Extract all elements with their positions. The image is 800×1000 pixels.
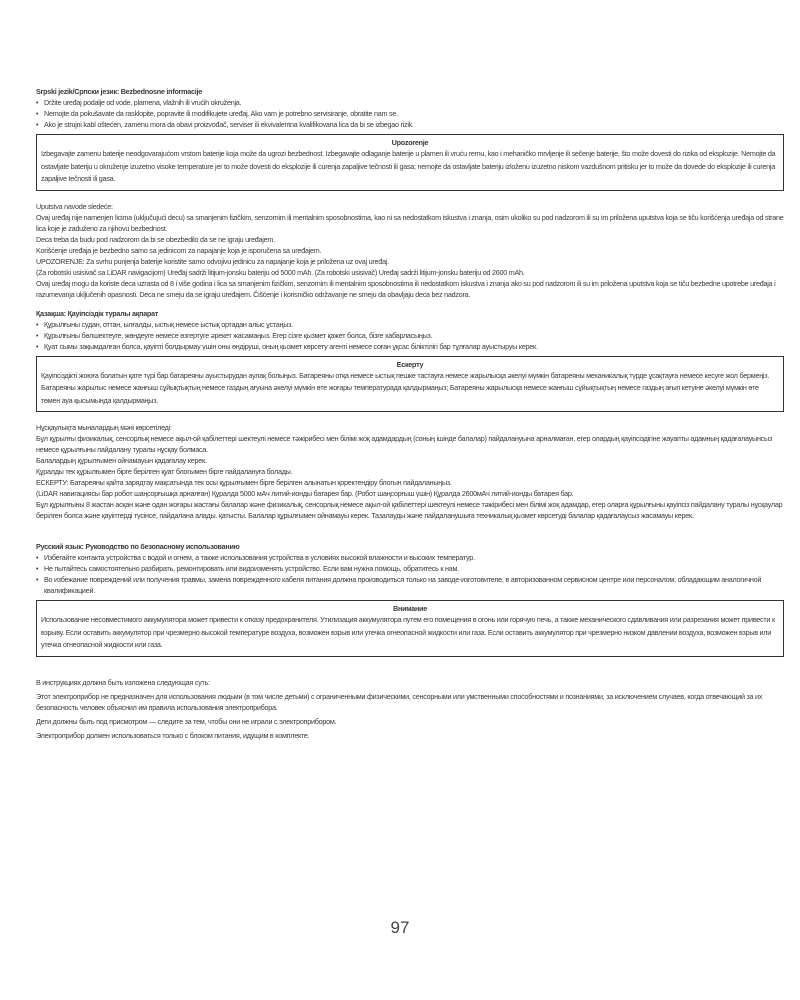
warning-title: Внимание — [393, 604, 427, 613]
instruction-paragraph: Электроприбор должен использоваться только с блоком питания, идущим в комплекте. — [36, 730, 310, 740]
section-kazakh — [36, 308, 784, 522]
instruction-paragraph: Ovaj uređaj nije namenjen licima (uključujući decu) sa smanjenim fizičkim, senzornim ili mentalnim sposobnostima, kao ni sa nedostatkom iskustva i znanja, osim ukoliko su pod nadzorom ili su im priložena uputstva koja se tiču korišćenja uređaja od strane lica koje je zaduženo za njihovu bezbednost. — [36, 212, 784, 233]
bullet-item: • Қуат сымы зақымдалған болса, қауіпті болдырмау үшін оны өндіруші, оның қызмет көрсету агенті немесе соған ұқсас біліктілігі бар тұлғалар ауыстыруы керек. — [36, 341, 784, 352]
section-russian — [36, 541, 784, 741]
instructions-russian — [36, 677, 784, 741]
instruction-paragraph: Этот электроприбор не предназначен для использования людьми (в том числе детьми) с ограниченными физическими, сенсорными или умственными способностями и познаниями, за исключением случаев, когда отвечающий за их безопасность человек объяснил им правила использования электроприбора. — [36, 691, 763, 712]
section-heading-russian: Русский язык: Руководство по безопасному использованию — [36, 542, 240, 551]
bullet-item: • Во избежание повреждений или получения травмы, замена поврежденного кабеля питания должна производиться только на заводе-изготовителе, в авторизованном сервисном центре или персоналом, обладающим аналогичной квалификацией. — [36, 574, 784, 596]
instruction-paragraph: Uputstva navode sledeće: — [36, 201, 113, 211]
instruction-paragraph: UPOZORENJE: Za svrhu punjenja baterije koristite samo odvojivu jedinicu za napajanje koja je priložena uz ovaj uređaj. — [36, 256, 389, 266]
instruction-paragraph: Ovaj uređaj mogu da koriste deca uzrasta od 8 i više godina i lica sa smanjenim fizičkim, senzornim ili mentalnim sposobnostima ili nedostatkom iskustva i znanja ako su pod nadzorom ili su im priložena uputstva koja se tiču bezbedne upotrebe uređaja i razumevanja uključenih opasnosti. Deca ne smeju da se igraju uređajem. Čišćenje i korisničko održavanje ne smeju da obavljaju deca bez nadzora. — [36, 278, 776, 299]
warning-box-serbian — [36, 134, 784, 191]
instructions-kazakh — [36, 422, 784, 521]
warning-title: Upozorenje — [391, 138, 429, 147]
bullet-item: • Držite uređaj podalje od vode, plamena, vlažnih ili vrućih okruženja. — [36, 97, 784, 108]
bullet-item: • Не пытайтесь самостоятельно разбирать, ремонтировать или видоизменять устройство. Если вам нужна помощь, обратитесь к нам. — [36, 563, 784, 574]
bullet-list-russian — [36, 552, 784, 596]
instruction-paragraph: (LiDAR навигациясы бар робот шаңсорғышқа арналған) Құралда 5000 мАч литий-ионды батарея бар. (Робот шаңсорғыш үшін) Құралда 2600мАч литий-ионды батарея бар. — [36, 489, 574, 498]
warning-text: Izbegavajte zamenu baterije neodgovarajućom vrstom baterije koja može da ugrozi bezbednost. Izbegavajte odlaganje baterije u plamen ili vruću rernu, kao i mehaničko mrvljenje ili sečenje baterije, što može dovesti do rizika od eksplozije. Nemojte da ostavljate bateriju u okruženje izuzetno visoke temperature jer to može dovesti do eksplozije ili curenja zapaljive tečnosti ili gasa; nemojte da ostavljate bateriju izloženu izuzetno niskom vazdušnom pritisku jer to može da dovede do eksplozije ili curenja zapaljive tečnosti ili gasa. — [41, 149, 776, 183]
section-heading-serbian: Srpski jezik/Српски језик: Bezbednosne informacije — [36, 87, 203, 96]
section-serbian — [36, 86, 784, 300]
warning-title: Ескерту — [396, 359, 424, 369]
instruction-paragraph: Deca treba da budu pod nadzorom da bi se obezbedilo da se ne igraju uređajem. — [36, 234, 275, 244]
instruction-paragraph: Korišćenje uređaja je bezbedno samo sa jedinicom za napajanje koja je isporučena sa uređajem. — [36, 245, 322, 255]
bullet-list-kazakh — [36, 319, 784, 352]
instruction-paragraph: Бұл құрылғыны 8 жастан асқан және одан жоғары жастағы балалар және физикалық, сенсорлық немесе ақыл-ой қабілеттері шектеулі немесе тәжірибесі мен білімі жоқ адамдар, егер оларға құрылғыны қауіпсіз пайдалану туралы нұсқаулар берілген болса және қауіптерді түсінсе, пайдалана алады. қатысты. Балалар құрылғымен ойнамауы керек. Тазалауды және пайдаланушыға техникалық қызмет көрсетуді балалар қадағалаусыз жасамауы керек. — [36, 500, 783, 520]
instructions-serbian — [36, 201, 784, 300]
instruction-paragraph: Құралды тек құрылғымен бірге берілген қуат блогымен бірге пайдалануға болады. — [36, 467, 293, 476]
warning-text: Использование несовместимого аккумулятора может привести к отказу предохранителя. Утилизация аккумулятора путем его помещения в огонь или горячую печь, а также механического сдавливания или разрезания может привести к взрыву. Если оставить аккумулятор при чрезмерно высокой температуре воздуха, возможен взрыв или утечка огнеопасной жидкости или газа. Если оставить аккумулятор при чрезмерно низком давлении воздуха, возможен взрыв или утечка огнеопасной жидкости или газа. — [41, 615, 775, 649]
page-number: 97 — [390, 918, 410, 937]
instruction-paragraph: Бұл құрылғы физикалық, сенсорлық немесе ақыл-ой қабілеттері шектеулі немесе тәжірибесі мен білімі жоқ адамдардың (соның ішінде балалар) пайдалануына арналмаған, егер олардың қауіпсіздігіне жауапты адамның қадағалауынсыз немесе құрылғыны пайдалану туралы нұсқау болмаса. — [36, 434, 772, 454]
section-heading-kazakh: Қазақша: Қауіпсіздік туралы ақпарат — [36, 308, 159, 318]
instruction-paragraph: Нұсқаулықта мыналардың мәні көрсетіледі: — [36, 423, 172, 432]
warning-text: Қауіпсіздікті жоюға болатын қате түрі бар батареяны ауыстырудан аулақ болыңыз. Батареяны отқа немесе ыстық пешке тастауға немесе жарылысқа әкелуі мүмкін батареяны механикалық түрде ұсақтауға немесе кесуге жол бермеңіз. Батареяны жарылыс немесе жанғыш сұйықтықтың немесе газдың ағуына әкелуі мүмкін өте жоғары температурада қалдырмаңыз; Батареяны жарылысқа немесе жанғыш сұйықтықтың немесе газдың ағып кетуіне әкелуі мүмкін өте төмен ауа қысымында қалдырмаңыз. — [41, 370, 770, 405]
bullet-item: • Избегайте контакта устройства с водой и огнем, а также использования устройства в условиях высокой влажности и высоких температур. — [36, 552, 784, 563]
instruction-paragraph: ЕСКЕРТУ: Батареяны қайта зарядтау мақсатында тек осы құрылғымен бірге берілген алынатын қоректендіру блогын пайдаланыңыз. — [36, 478, 452, 487]
instruction-paragraph: Балалардың құрылғымен ойнамауын қадағалау керек. — [36, 456, 207, 465]
bullet-item: • Ako je strujni kabl oštećen, zamenu mora da obavi proizvođač, serviser ili ekvivalentna kvalifikovana lica da bi se izbegao rizik. — [36, 119, 784, 130]
bullet-item: • Құрылғыны судан, оттан, ылғалды, ыстық немесе ыстық ортадан алыс ұстаңыз. — [36, 319, 784, 330]
instruction-paragraph: Дети должны быть под присмотром — следите за тем, чтобы они не играли с электроприбором. — [36, 716, 337, 726]
instruction-paragraph: В инструкциях должна быть изложена следующая суть: — [36, 677, 210, 687]
bullet-item: • Nemojte da pokušavate da rasklopite, popravite ili modifikujete uređaj. Ako vam je potrebno servisiranje, obratite nam se. — [36, 108, 784, 119]
bullet-list-serbian — [36, 97, 784, 130]
document-page — [36, 86, 784, 741]
bullet-item: • Құрылғыны бөлшектеуге, жөндеуге немесе өзгертуге әрекет жасамаңыз. Егер сізге қызмет қажет болса, бізге хабарласыңыз. — [36, 330, 784, 341]
instruction-paragraph: (Za robotski usisivač sa LiDAR navigacijom) Uređaj sadrži litijum-jonsku bateriju od 5000 mAh. (Za robotski usisivač) Uređaj sadrži litijum-jonsku bateriju od 2600 mAh. — [36, 267, 525, 277]
warning-box-russian — [36, 600, 784, 657]
warning-box-kazakh — [36, 356, 784, 413]
